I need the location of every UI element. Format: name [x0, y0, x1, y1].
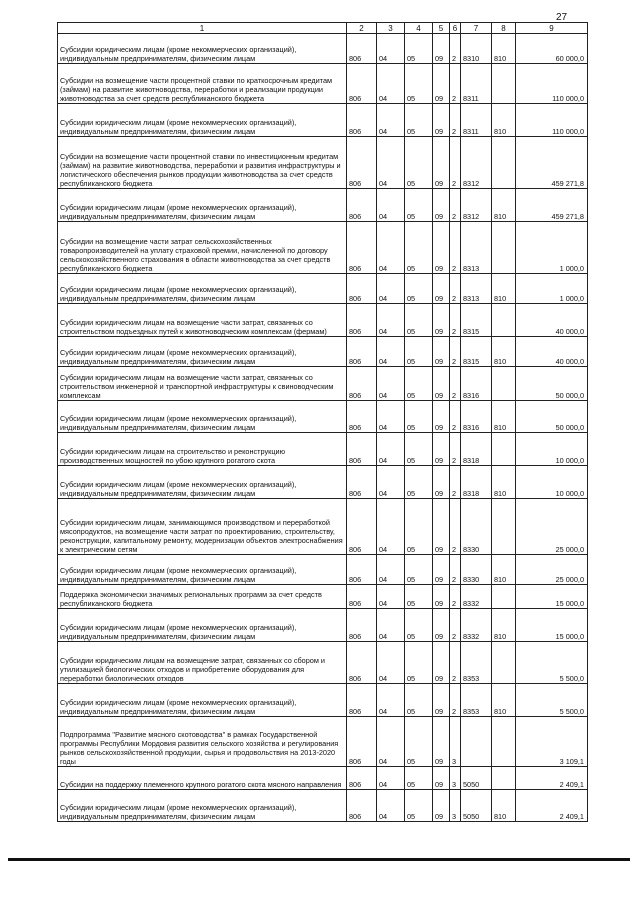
row-program-code: 09	[433, 64, 450, 104]
row-amount: 50 000,0	[516, 401, 588, 433]
row-target-code: 8353	[461, 684, 492, 717]
row-description: Субсидии юридическим лицам (кроме некоммерческих организаций), индивидуальным предпринимателям, физическим лицам	[58, 104, 347, 137]
row-expense-type-code	[492, 717, 516, 767]
row-section-code: 04	[377, 367, 405, 401]
row-admin-code: 806	[347, 609, 377, 642]
row-admin-code: 806	[347, 767, 377, 790]
row-amount: 1 000,0	[516, 274, 588, 304]
row-subsection-code: 05	[405, 642, 433, 684]
row-description: Субсидии юридическим лицам (кроме некоммерческих организаций), индивидуальным предпринимателям, физическим лицам	[58, 466, 347, 499]
row-subsection-code: 05	[405, 684, 433, 717]
row-target-code: 5050	[461, 767, 492, 790]
row-expense-type-code	[492, 433, 516, 466]
row-amount: 459 271,8	[516, 189, 588, 222]
row-admin-code: 806	[347, 274, 377, 304]
row-amount: 50 000,0	[516, 367, 588, 401]
row-description: Субсидии юридическим лицам, занимающимся производством и переработкой мясопродуктов, на возмещение части затрат по проектированию, строительству, реконструкции, капитальному ремонту, модернизации объектов электроснабжения к электрическим сетям	[58, 499, 347, 555]
row-section-code: 04	[377, 137, 405, 189]
row-subprogram-code: 2	[450, 104, 461, 137]
header-cell: 2	[347, 23, 377, 34]
row-subprogram-code: 2	[450, 64, 461, 104]
table-row	[58, 64, 588, 104]
row-amount: 2 409,1	[516, 767, 588, 790]
row-admin-code: 806	[347, 466, 377, 499]
table-row	[58, 401, 588, 433]
row-amount: 2 409,1	[516, 790, 588, 822]
row-target-code: 8316	[461, 401, 492, 433]
row-subsection-code: 05	[405, 64, 433, 104]
row-admin-code: 806	[347, 304, 377, 337]
table-row	[58, 585, 588, 609]
row-description: Субсидии юридическим лицам (кроме некоммерческих организаций), индивидуальным предпринимателям, физическим лицам	[58, 34, 347, 64]
row-section-code: 04	[377, 337, 405, 367]
row-amount: 60 000,0	[516, 34, 588, 64]
row-description: Субсидии на поддержку племенного крупного рогатого скота мясного направления	[58, 767, 347, 790]
row-target-code: 8330	[461, 555, 492, 585]
row-section-code: 04	[377, 684, 405, 717]
header-cell: 5	[433, 23, 450, 34]
row-subprogram-code: 2	[450, 34, 461, 64]
row-subprogram-code: 2	[450, 401, 461, 433]
page-number: 27	[556, 12, 568, 23]
header-cell: 8	[492, 23, 516, 34]
row-admin-code: 806	[347, 555, 377, 585]
row-amount: 10 000,0	[516, 433, 588, 466]
row-description: Субсидии юридическим лицам на возмещение части затрат, связанных со строительством инженерной и транспортной инфраструктуры к свиноводческим комплексам	[58, 367, 347, 401]
row-section-code: 04	[377, 585, 405, 609]
row-target-code: 8353	[461, 642, 492, 684]
row-subprogram-code: 2	[450, 304, 461, 337]
table-row	[58, 274, 588, 304]
row-program-code: 09	[433, 274, 450, 304]
row-subsection-code: 05	[405, 222, 433, 274]
row-target-code: 8313	[461, 274, 492, 304]
row-amount: 110 000,0	[516, 104, 588, 137]
table-row	[58, 499, 588, 555]
row-amount: 15 000,0	[516, 585, 588, 609]
row-subsection-code: 05	[405, 104, 433, 137]
row-expense-type-code: 810	[492, 34, 516, 64]
row-subprogram-code: 2	[450, 367, 461, 401]
table-row	[58, 790, 588, 822]
row-expense-type-code: 810	[492, 104, 516, 137]
table-row	[58, 642, 588, 684]
table-row	[58, 433, 588, 466]
row-program-code: 09	[433, 337, 450, 367]
row-description: Субсидии юридическим лицам (кроме некоммерческих организаций), индивидуальным предпринимателям, физическим лицам	[58, 555, 347, 585]
row-program-code: 09	[433, 401, 450, 433]
row-section-code: 04	[377, 767, 405, 790]
row-subprogram-code: 2	[450, 274, 461, 304]
row-program-code: 09	[433, 222, 450, 274]
row-amount: 5 500,0	[516, 642, 588, 684]
row-section-code: 04	[377, 499, 405, 555]
table-row	[58, 367, 588, 401]
row-section-code: 04	[377, 433, 405, 466]
row-description: Субсидии юридическим лицам (кроме некоммерческих организаций), индивидуальным предпринимателям, физическим лицам	[58, 684, 347, 717]
row-program-code: 09	[433, 304, 450, 337]
row-expense-type-code	[492, 642, 516, 684]
row-section-code: 04	[377, 189, 405, 222]
row-section-code: 04	[377, 609, 405, 642]
row-target-code: 8316	[461, 367, 492, 401]
row-target-code: 8318	[461, 433, 492, 466]
row-program-code: 09	[433, 555, 450, 585]
table-row	[58, 337, 588, 367]
table-row	[58, 304, 588, 337]
row-target-code	[461, 717, 492, 767]
row-subprogram-code: 2	[450, 499, 461, 555]
row-subsection-code: 05	[405, 767, 433, 790]
row-target-code: 8318	[461, 466, 492, 499]
row-subprogram-code: 2	[450, 609, 461, 642]
row-target-code: 8311	[461, 64, 492, 104]
table-body	[58, 34, 588, 822]
row-description: Поддержка экономически значимых региональных программ за счет средств республиканского бюджета	[58, 585, 347, 609]
row-subsection-code: 05	[405, 274, 433, 304]
row-admin-code: 806	[347, 433, 377, 466]
row-program-code: 09	[433, 466, 450, 499]
row-subprogram-code: 2	[450, 337, 461, 367]
row-program-code: 09	[433, 790, 450, 822]
row-admin-code: 806	[347, 401, 377, 433]
row-subsection-code: 05	[405, 401, 433, 433]
row-subsection-code: 05	[405, 466, 433, 499]
row-expense-type-code	[492, 367, 516, 401]
row-admin-code: 806	[347, 64, 377, 104]
row-target-code: 8312	[461, 189, 492, 222]
row-subprogram-code: 2	[450, 585, 461, 609]
header-cell: 7	[461, 23, 492, 34]
row-expense-type-code: 810	[492, 189, 516, 222]
row-description: Субсидии юридическим лицам (кроме некоммерческих организаций), индивидуальным предпринимателям, физическим лицам	[58, 337, 347, 367]
row-expense-type-code	[492, 222, 516, 274]
row-target-code: 8313	[461, 222, 492, 274]
row-admin-code: 806	[347, 137, 377, 189]
row-amount: 5 500,0	[516, 684, 588, 717]
row-expense-type-code: 810	[492, 401, 516, 433]
row-subsection-code: 05	[405, 555, 433, 585]
row-admin-code: 806	[347, 34, 377, 64]
row-amount: 3 109,1	[516, 717, 588, 767]
table-row	[58, 137, 588, 189]
row-expense-type-code: 810	[492, 609, 516, 642]
row-subsection-code: 05	[405, 189, 433, 222]
row-expense-type-code: 810	[492, 274, 516, 304]
row-program-code: 09	[433, 684, 450, 717]
row-program-code: 09	[433, 367, 450, 401]
row-description: Субсидии юридическим лицам (кроме некоммерческих организаций), индивидуальным предпринимателям, физическим лицам	[58, 401, 347, 433]
row-expense-type-code	[492, 585, 516, 609]
row-expense-type-code: 810	[492, 684, 516, 717]
row-subsection-code: 05	[405, 790, 433, 822]
table-row	[58, 466, 588, 499]
row-program-code: 09	[433, 609, 450, 642]
row-subprogram-code: 2	[450, 137, 461, 189]
row-target-code: 8312	[461, 137, 492, 189]
row-description: Субсидии юридическим лицам на возмещение части затрат, связанных со строительством подъездных путей к животноводческим комплексам (фермам)	[58, 304, 347, 337]
row-subsection-code: 05	[405, 337, 433, 367]
row-target-code: 8315	[461, 337, 492, 367]
row-admin-code: 806	[347, 222, 377, 274]
row-subprogram-code: 3	[450, 767, 461, 790]
table-row	[58, 189, 588, 222]
row-program-code: 09	[433, 642, 450, 684]
row-expense-type-code	[492, 499, 516, 555]
row-admin-code: 806	[347, 790, 377, 822]
row-amount: 40 000,0	[516, 337, 588, 367]
row-section-code: 04	[377, 401, 405, 433]
row-admin-code: 806	[347, 717, 377, 767]
header-cell: 3	[377, 23, 405, 34]
row-section-code: 04	[377, 64, 405, 104]
row-subsection-code: 05	[405, 717, 433, 767]
row-description: Субсидии юридическим лицам (кроме некоммерческих организаций), индивидуальным предпринимателям, физическим лицам	[58, 189, 347, 222]
budget-table	[57, 22, 588, 822]
table-row	[58, 104, 588, 137]
row-program-code: 09	[433, 137, 450, 189]
table-row	[58, 222, 588, 274]
row-target-code: 8315	[461, 304, 492, 337]
row-program-code: 09	[433, 189, 450, 222]
row-section-code: 04	[377, 34, 405, 64]
row-subprogram-code: 2	[450, 466, 461, 499]
row-subprogram-code: 3	[450, 717, 461, 767]
table-row	[58, 684, 588, 717]
header-cell: 4	[405, 23, 433, 34]
row-description: Субсидии юридическим лицам на строительство и реконструкцию производственных мощностей по убою крупного рогатого скота	[58, 433, 347, 466]
row-expense-type-code: 810	[492, 466, 516, 499]
row-section-code: 04	[377, 790, 405, 822]
header-cell: 6	[450, 23, 461, 34]
row-program-code: 09	[433, 767, 450, 790]
row-expense-type-code: 810	[492, 555, 516, 585]
row-subprogram-code: 2	[450, 189, 461, 222]
row-program-code: 09	[433, 104, 450, 137]
row-program-code: 09	[433, 717, 450, 767]
row-section-code: 04	[377, 466, 405, 499]
row-expense-type-code: 810	[492, 337, 516, 367]
row-amount: 10 000,0	[516, 466, 588, 499]
row-description: Субсидии юридическим лицам (кроме некоммерческих организаций), индивидуальным предпринимателям, физическим лицам	[58, 274, 347, 304]
row-subsection-code: 05	[405, 367, 433, 401]
row-subprogram-code: 2	[450, 222, 461, 274]
table-row	[58, 717, 588, 767]
row-admin-code: 806	[347, 585, 377, 609]
row-subsection-code: 05	[405, 585, 433, 609]
row-target-code: 8311	[461, 104, 492, 137]
row-subsection-code: 05	[405, 433, 433, 466]
row-description: Субсидии на возмещение части процентной ставки по краткосрочным кредитам (займам) на развитие животноводства, переработки и реализации продукции животноводства за счет средств республиканского бюджета	[58, 64, 347, 104]
row-subprogram-code: 2	[450, 642, 461, 684]
row-program-code: 09	[433, 34, 450, 64]
row-subprogram-code: 2	[450, 684, 461, 717]
table-row	[58, 609, 588, 642]
row-subsection-code: 05	[405, 609, 433, 642]
row-program-code: 09	[433, 499, 450, 555]
row-subprogram-code: 2	[450, 555, 461, 585]
row-description: Подпрограмма "Развитие мясного скотоводства" в рамках Государственной программы Республики Мордовия развития сельского хозяйства и регулирования рынков сельскохозяйственной продукции, сырья и продовольствия на 2013-2020 годы	[58, 717, 347, 767]
row-expense-type-code	[492, 64, 516, 104]
row-admin-code: 806	[347, 499, 377, 555]
row-description: Субсидии юридическим лицам (кроме некоммерческих организаций), индивидуальным предпринимателям, физическим лицам	[58, 609, 347, 642]
row-admin-code: 806	[347, 684, 377, 717]
row-target-code: 8330	[461, 499, 492, 555]
row-expense-type-code: 810	[492, 790, 516, 822]
row-subsection-code: 05	[405, 137, 433, 189]
row-section-code: 04	[377, 304, 405, 337]
row-subsection-code: 05	[405, 499, 433, 555]
row-amount: 15 000,0	[516, 609, 588, 642]
row-subprogram-code: 2	[450, 433, 461, 466]
table-row	[58, 34, 588, 64]
header-row	[58, 23, 588, 34]
row-amount: 25 000,0	[516, 555, 588, 585]
row-amount: 110 000,0	[516, 64, 588, 104]
row-description: Субсидии юридическим лицам (кроме некоммерческих организаций), индивидуальным предпринимателям, физическим лицам	[58, 790, 347, 822]
row-amount: 25 000,0	[516, 499, 588, 555]
row-description: Субсидии на возмещение части затрат сельскохозяйственных товаропроизводителей на уплату страховой премии, начисленной по договору сельскохозяйственного страхования в области животноводства за счет средств республиканского бюджета	[58, 222, 347, 274]
row-section-code: 04	[377, 717, 405, 767]
header-cell: 9	[516, 23, 588, 34]
row-target-code: 5050	[461, 790, 492, 822]
row-program-code: 09	[433, 585, 450, 609]
row-target-code: 8332	[461, 585, 492, 609]
row-section-code: 04	[377, 222, 405, 274]
page-bottom-rule	[8, 858, 630, 861]
row-subsection-code: 05	[405, 304, 433, 337]
row-admin-code: 806	[347, 104, 377, 137]
row-expense-type-code	[492, 304, 516, 337]
row-subsection-code: 05	[405, 34, 433, 64]
row-target-code: 8310	[461, 34, 492, 64]
row-section-code: 04	[377, 274, 405, 304]
row-expense-type-code	[492, 137, 516, 189]
row-amount: 459 271,8	[516, 137, 588, 189]
row-admin-code: 806	[347, 367, 377, 401]
table-row	[58, 767, 588, 790]
row-section-code: 04	[377, 104, 405, 137]
row-section-code: 04	[377, 555, 405, 585]
row-admin-code: 806	[347, 337, 377, 367]
row-admin-code: 806	[347, 189, 377, 222]
row-program-code: 09	[433, 433, 450, 466]
row-section-code: 04	[377, 642, 405, 684]
row-amount: 1 000,0	[516, 222, 588, 274]
row-subprogram-code: 3	[450, 790, 461, 822]
table-row	[58, 555, 588, 585]
header-cell: 1	[58, 23, 347, 34]
row-admin-code: 806	[347, 642, 377, 684]
row-description: Субсидии на возмещение части процентной ставки по инвестиционным кредитам (займам) на развитие животноводства, переработки и развития инфраструктуры и логистического обеспечения рынков продукции животноводства за счет средств республиканского бюджета	[58, 137, 347, 189]
row-description: Субсидии юридическим лицам на возмещение затрат, связанных со сбором и утилизацией биологических отходов и приобретение оборудования для переработки биологических отходов	[58, 642, 347, 684]
row-expense-type-code	[492, 767, 516, 790]
row-target-code: 8332	[461, 609, 492, 642]
row-amount: 40 000,0	[516, 304, 588, 337]
